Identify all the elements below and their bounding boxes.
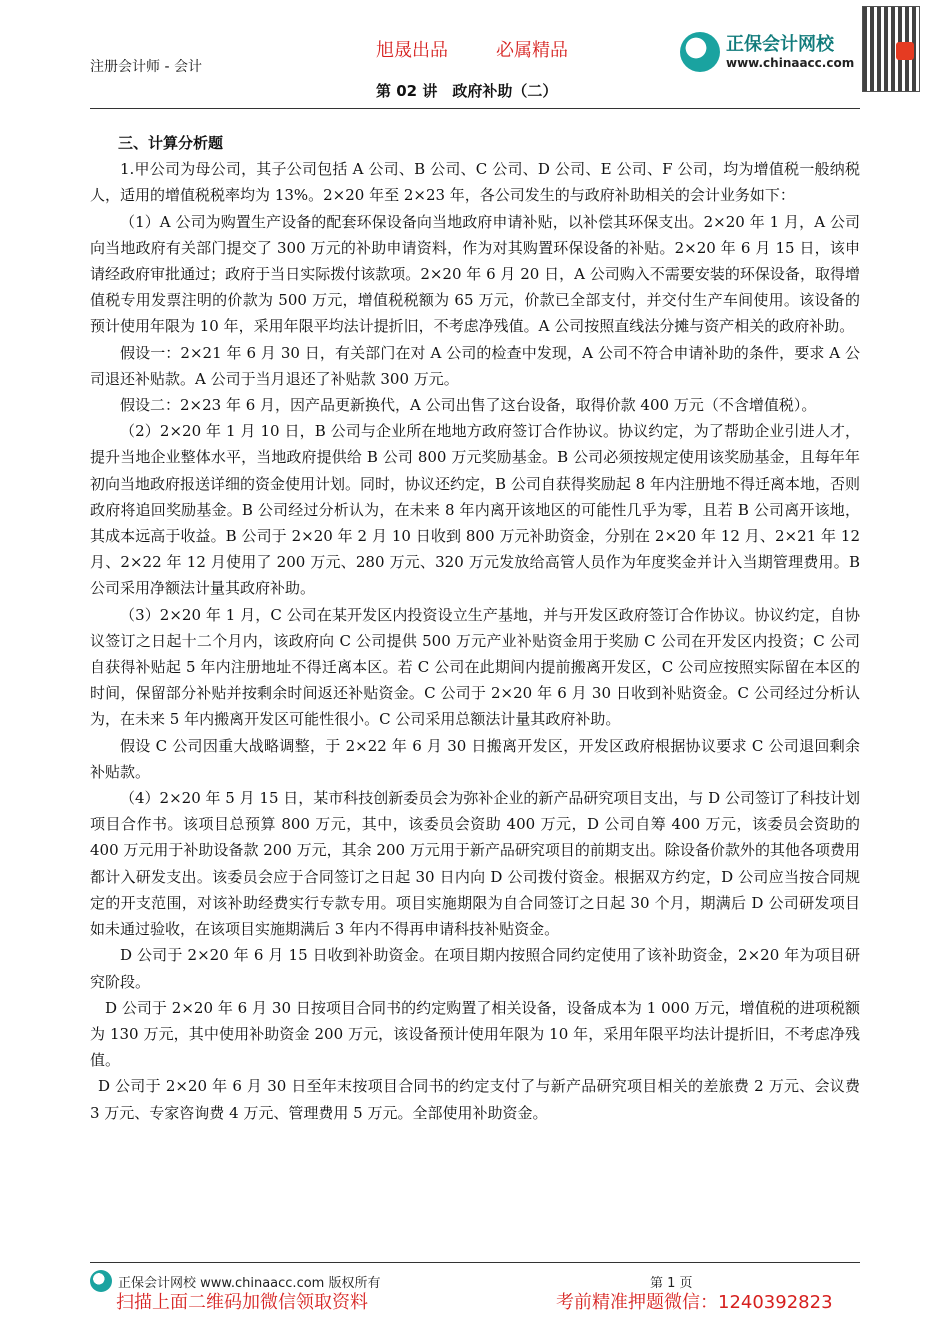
paragraph: （2）2×20 年 1 月 10 日，B 公司与企业所在地地方政府签订合作协议。协议约定，为了帮助企业引进人才，提升当地企业整体水平，当地政府提供给 B 公司 800 万元奖励基金。B 公司必须按规定使用该奖励基金，且每年年初向当地政府报送详细的资金使用计划。同时，协议还约定，B 公司自获得奖励起 8 年内注册地不得迁离本地，否则政府将追回奖励基金。B 公司经过分析认为，在未来 8 年内离开该地区的可能性几乎为零，且若 B 公司离开该地，其成本远高于收益。B 公司于 2×20 年 2 月 10 日收到 800 万元补助资金，分别在 2×20 年 12 月、2×21 年 12 月、2×22 年 12 月使用了 200 万元、280 万元、320 万元发放给高管人员作为年度奖金并计入当期管理费用。B 公司采用净额法计量其政府补助。 (90, 422, 860, 598)
promo-left: 扫描上面二维码加微信领取资料 (116, 1292, 368, 1313)
footer-logo-icon (90, 1270, 112, 1292)
logo-mark-icon (680, 32, 720, 72)
qr-badge-icon (896, 42, 914, 60)
paragraph: 假设一：2×21 年 6 月 30 日，有关部门在对 A 公司的检查中发现，A 公司不符合申请补助的条件，要求 A 公司退还补贴款。A 公司于当月退还了补贴款 300 万元。 (90, 343, 860, 388)
paragraph: 1.甲公司为母公司，其子公司包括 A 公司、B 公司、C 公司、D 公司、E 公司、F 公司，均为增值税一般纳税人，适用的增值税税率均为 13%。2×20 年至 2×23 年，各公司发生的与政府补助相关的会计业务如下： (90, 160, 860, 205)
slogan-right: 必属精品 (496, 40, 568, 61)
qr-code (862, 6, 922, 90)
section-heading: 三、计算分析题 (118, 134, 224, 152)
header-divider (90, 108, 860, 109)
paragraph: （1）A 公司为购置生产设备的配套环保设备向当地政府申请补贴，以补偿其环保支出。2×20 年 1 月，A 公司向当地政府有关部门提交了 300 万元的补助申请资料，作为对其购置环保设备的补贴。2×20 年 6 月 15 日，该申请经政府审批通过；政府于当日实际拨付该款项。2×20 年 6 月 20 日，A 公司购入不需要安装的环保设备，取得增值税专用发票注明的价款为 500 万元，增值税税额为 65 万元，价款已全部支付，并交付生产车间使用。该设备的预计使用年限为 10 年，采用年限平均法计提折旧，不考虑净残值。A 公司按照直线法分摊与资产相关的政府补助。 (90, 212, 860, 336)
paragraph: D 公司于 2×20 年 6 月 30 日至年末按项目合同书的约定支付了与新产品研究项目相关的差旅费 2 万元、会议费 3 万元、专家咨询费 4 万元、管理费用 5 万元。全部使用补助资金。 (90, 1077, 860, 1122)
page-number: 第 1 页 (650, 1276, 693, 1291)
footer-divider (90, 1262, 860, 1263)
paragraph: D 公司于 2×20 年 6 月 30 日按项目合同书的约定购置了相关设备，设备成本为 1 000 万元，增值税的进项税额为 130 万元，其中使用补助资金 200 万元，该设备预计使用年限为 10 年，采用年限平均法计提折旧，不考虑净残值。 (90, 998, 860, 1070)
logo-url: www.chinaacc.com (726, 56, 855, 70)
paragraph: 假设二：2×23 年 6 月，因产品更新换代，A 公司出售了这台设备，取得价款 400 万元（不含增值税）。 (120, 396, 817, 415)
slogan-left: 旭晟出品 (376, 40, 448, 61)
logo-name: 正保会计网校 (726, 34, 834, 55)
chinaacc-logo (680, 30, 855, 76)
paragraph: D 公司于 2×20 年 6 月 15 日收到补助资金。在项目期内按照合同约定使用了该补助资金，2×20 年为项目研究阶段。 (90, 946, 860, 991)
paragraph: 假设 C 公司因重大战略调整，于 2×22 年 6 月 30 日搬离开发区，开发区政府根据协议要求 C 公司退回剩余补贴款。 (90, 736, 860, 781)
promo-right: 考前精准押题微信：1240392823 (556, 1292, 833, 1313)
paragraph: （3）2×20 年 1 月，C 公司在某开发区内投资设立生产基地，并与开发区政府签订合作协议。协议约定，自协议签订之日起十二个月内，该政府向 C 公司提供 500 万元产业补贴资金用于奖励 C 公司在开发区内投资；C 公司自获得补贴起 5 年内注册地址不得迁离本区。若 C 公司在此期间内提前搬离开发区，C 公司应按照实际留在本区的时间，保留部分补贴并按剩余时间返还补贴资金。C 公司于 2×20 年 6 月 30 日收到补贴资金。C 公司经过分析认为，在未来 5 年内搬离开发区可能性很小。C 公司采用总额法计量其政府补助。 (90, 605, 860, 729)
footer-copyright: 正保会计网校 www.chinaacc.com 版权所有 (118, 1276, 381, 1291)
course-name: 注册会计师 - 会计 (90, 59, 202, 75)
paragraph: （4）2×20 年 5 月 15 日，某市科技创新委员会为弥补企业的新产品研究项目支出，与 D 公司签订了科技计划项目合作书。该项目总预算 800 万元，其中，该委员会资助 400 万元，D 公司自筹 400 万元，该委员会资助的 400 万元用于补助设备款 200 万元，其余 200 万元用于新产品研究项目的前期支出。除设备价款外的其他各项费用都计入研发支出。该委员会应于合同签订之日起 30 日内向 D 公司拨付资金。根据双方约定，D 公司应当按合同规定的开支范围，对该补助经费实行专款专用。项目实施期限为自合同签订之日起 30 个月，期满后 D 公司研发项目如未通过验收，在该项目实施期满后 3 年内不得再申请科技补贴资金。 (90, 789, 860, 939)
document-body (90, 126, 860, 1126)
lecture-title: 第 02 讲 政府补助（二） (376, 82, 558, 100)
